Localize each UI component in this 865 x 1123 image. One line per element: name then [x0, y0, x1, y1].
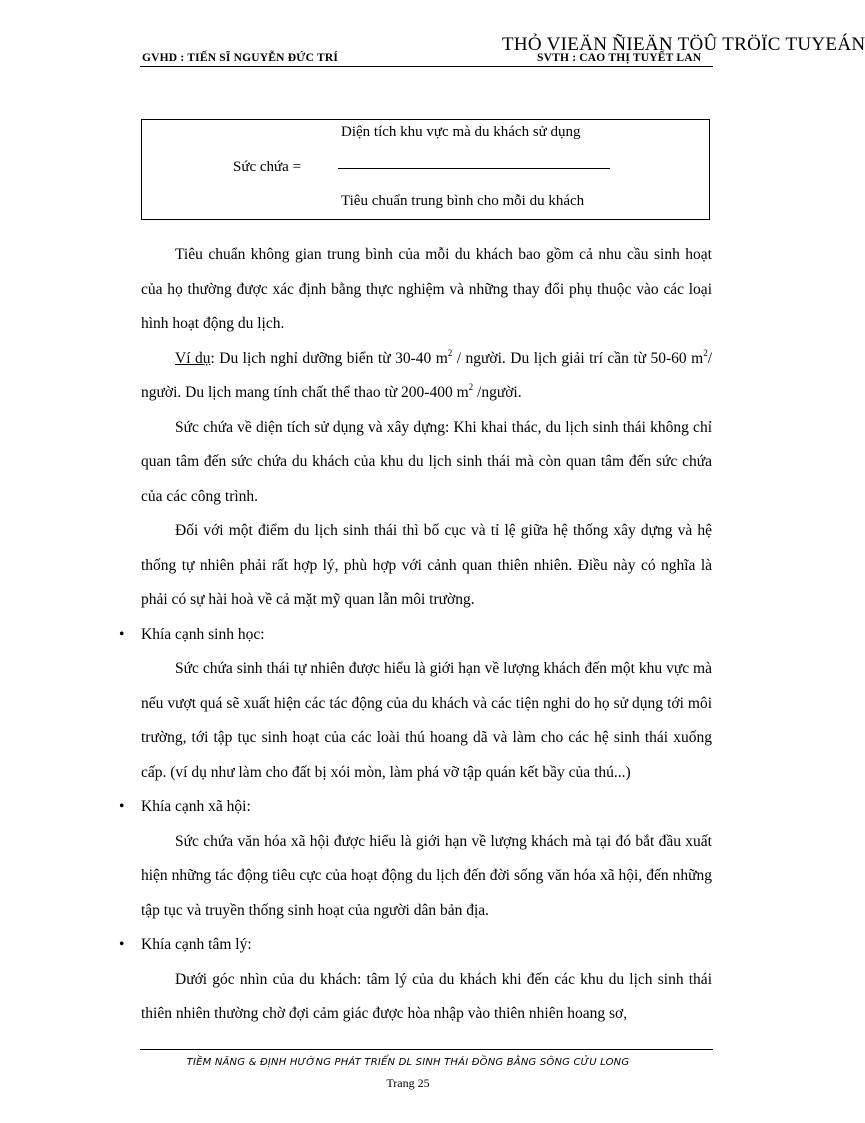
bullet-label: Khía cạnh sinh học: — [141, 625, 265, 643]
example-text-3: / người. Du lịch mang tính chất thể thao từ 200-400 m — [141, 349, 713, 401]
superscript-2: 2 — [447, 347, 453, 358]
bullet-icon: • — [119, 798, 125, 815]
bullet-item-social — [119, 790, 712, 825]
formula-numerator: Diện tích khu vực mà du khách sử dụng — [341, 124, 581, 140]
paragraph: Sức chứa văn hóa xã hội được hiểu là giới hạn về lượng khách mà tại đó bắt đầu xuất hiện những tác động tiêu cực của hoạt động du lịch đến đời sống văn hóa xã hội, đến những tập tục và truyền thống sinh hoạt của người dân bản địa. — [141, 832, 712, 919]
paragraph: Đối với một điểm du lịch sinh thái thì bố cục và tỉ lệ giữa hệ thống xây dựng và hệ thống tự nhiên phải rất hợp lý, phù hợp với cảnh quan thiên nhiên. Điều này có nghĩa là phải có sự hài hoà về cả mặt mỹ quan lẫn môi trường. — [141, 522, 712, 608]
bullet-icon: • — [119, 625, 125, 643]
header-divider — [140, 66, 713, 67]
bullet-label: Khía cạnh xã hội: — [141, 798, 251, 815]
paragraph: Sức chứa về diện tích sử dụng và xây dựng: Khi khai thác, du lịch sinh thái không chỉ quan tâm đến sức chứa du khách của khu du lịch sinh thái mà còn quan tâm đến sức chứa của các công trình. — [141, 418, 712, 505]
superscript-2: 2 — [468, 382, 474, 392]
paragraph: Sức chứa sinh thái tự nhiên được hiểu là giới hạn về lượng khách đến một khu vực mà nếu vượt quá sẽ xuất hiện các tác động của du khách và các tiện nghi do họ sử dụng tới môi trường, tới tập tục sinh hoạt của các loài thú hoang dã và làm cho các hệ sinh thái xuống cấp. (ví dụ như làm cho đất bị xói mòn, làm phá vỡ tập quán kết bầy của thú...) — [141, 660, 712, 781]
formula-label: Sức chứa = — [233, 159, 302, 175]
example-label: Ví dụ — [175, 349, 211, 367]
header-supervisor: GVHD : TIẾN SĨ NGUYỄN ĐỨC TRÍ — [142, 52, 339, 64]
library-watermark: THỎ VIEÄN ÑIEÄN TÖÛ TRÖÏC TUYEÁN — [502, 34, 865, 55]
bullet-label: Khía cạnh tâm lý: — [141, 936, 252, 953]
example-text-1: : Du lịch nghỉ dưỡng biển từ 30-40 m — [210, 349, 448, 367]
bullet-item-biology — [119, 618, 712, 653]
page-number: Trang 25 — [386, 1076, 430, 1090]
header-student: SVTH : CAO THỊ TUYẾT LAN — [537, 52, 702, 64]
formula-box — [141, 119, 710, 220]
bullet-icon: • — [119, 936, 125, 953]
bullet-item-psychology — [119, 928, 712, 963]
example-paragraph — [141, 342, 712, 411]
paragraph: Dưới góc nhìn của du khách: tâm lý của du khách khi đến các khu du lịch sinh thái thiên nhiên thường chờ đợi cảm giác được hòa nhập vào thiên nhiên hoang sơ, — [141, 970, 712, 1022]
example-text-2: / người. Du lịch giải trí cần từ 50-60 m — [456, 349, 704, 367]
superscript-2: 2 — [703, 347, 708, 358]
formula-denominator: Tiêu chuẩn trung bình cho mỗi du khách — [341, 193, 585, 209]
footer-title: TIỀM NĂNG & ĐỊNH HƯỚNG PHÁT TRIỂN DL SINH THÁI ĐỒNG BẰNG SÔNG CỬU LONG — [186, 1057, 630, 1068]
footer-divider — [140, 1049, 713, 1050]
body-text — [119, 238, 713, 1032]
example-text-4: /người. — [477, 384, 522, 401]
fraction-bar — [338, 168, 610, 169]
paragraph: Tiêu chuẩn không gian trung bình của mỗi du khách bao gồm cả nhu cầu sinh hoạt của họ thường được xác định bằng thực nghiệm và những thay đổi phụ thuộc vào các loại hình hoạt động du lịch. — [141, 246, 712, 332]
